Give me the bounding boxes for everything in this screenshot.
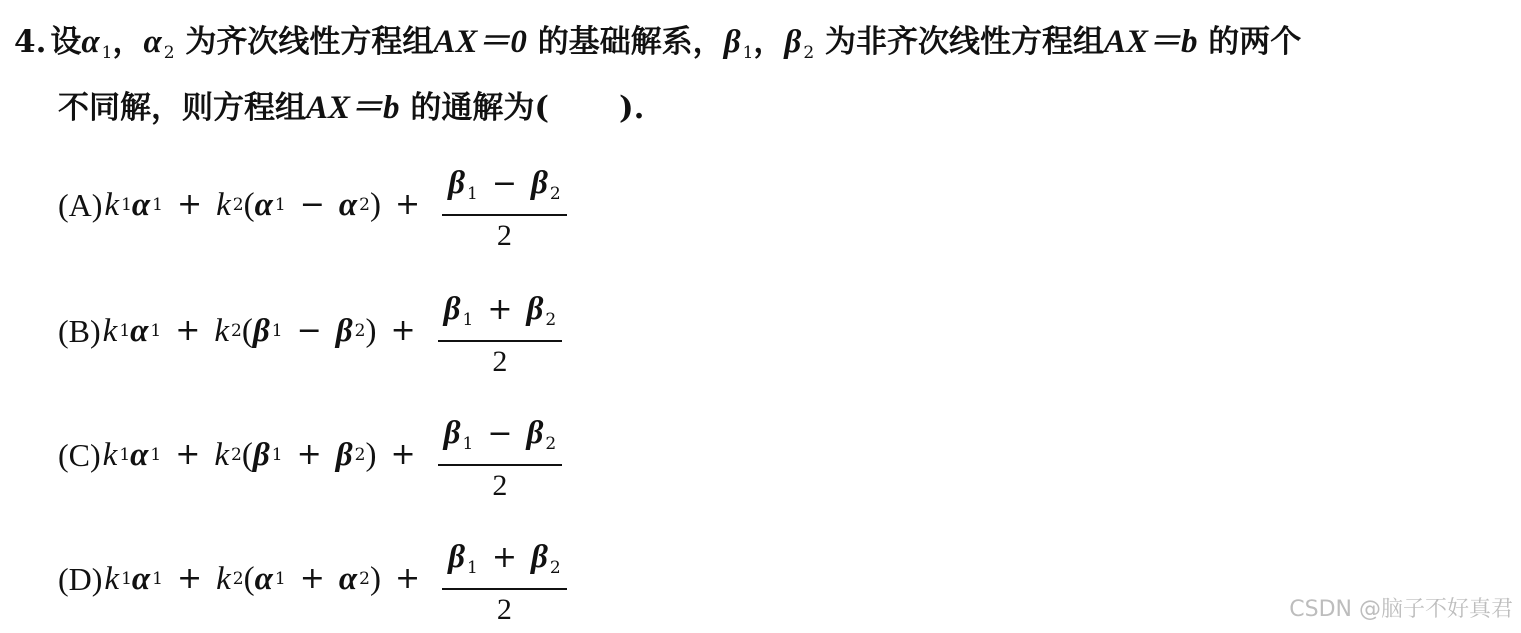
fraction-denominator: 2 xyxy=(496,219,512,252)
option-label: (A) xyxy=(58,187,103,223)
homogeneous-equation: AX＝0 xyxy=(433,24,527,60)
fraction xyxy=(438,290,563,380)
nonhomogeneous-equation: AX＝b xyxy=(1103,24,1198,60)
option-a: (A) k 1 α 1 + k 2 ( α 1 − α 2 ) + $\frac{\beta _1 - \beta _2}{2}$ xyxy=(58,160,567,250)
fraction-numerator: β $_1$ − β $_2$ xyxy=(438,414,563,466)
fraction xyxy=(438,414,563,504)
option-label: (B) xyxy=(58,313,101,349)
fraction-denominator: 2 xyxy=(492,469,508,502)
question-line-2: 不同解，则方程组AX＝b 的通解为( ). xyxy=(58,90,645,126)
fraction-numerator: β $_1$ + β $_2$ xyxy=(438,290,563,342)
fraction-numerator: β $_1$ − β $_2$ xyxy=(442,164,567,216)
fraction xyxy=(442,538,567,628)
option-label: (D) xyxy=(58,561,103,597)
fraction xyxy=(442,164,567,254)
option-d: (D) k 1 α 1 + k 2 ( α 1 + α 2 ) + $\frac{\beta _1 + \beta _2}{2}$ xyxy=(58,534,567,624)
question-line-1: 4. 设α $_1$，α $_2$ 为齐次线性方程组AX＝0 的基础解系，β $_1$，β $_2$ 为非齐次线性方程组AX＝b 的两个 xyxy=(14,24,1302,63)
option-c: (C) k 1 α 1 + k 2 ( β 1 + β 2 ) + $\frac{\beta _1 - \beta _2}{2}$ xyxy=(58,410,562,500)
fraction-denominator: 2 xyxy=(492,345,508,378)
watermark: CSDN @脑子不好真君 xyxy=(1289,597,1513,622)
fraction-numerator: β $_1$ + β $_2$ xyxy=(442,538,567,590)
option-b: (B) k 1 α 1 + k 2 ( β 1 − β 2 ) + $\frac{\beta _1 + \beta _2}{2}$ xyxy=(58,286,562,376)
option-label: (C) xyxy=(58,437,101,473)
fraction-denominator: 2 xyxy=(496,593,512,626)
question-number: 4. xyxy=(14,24,47,60)
